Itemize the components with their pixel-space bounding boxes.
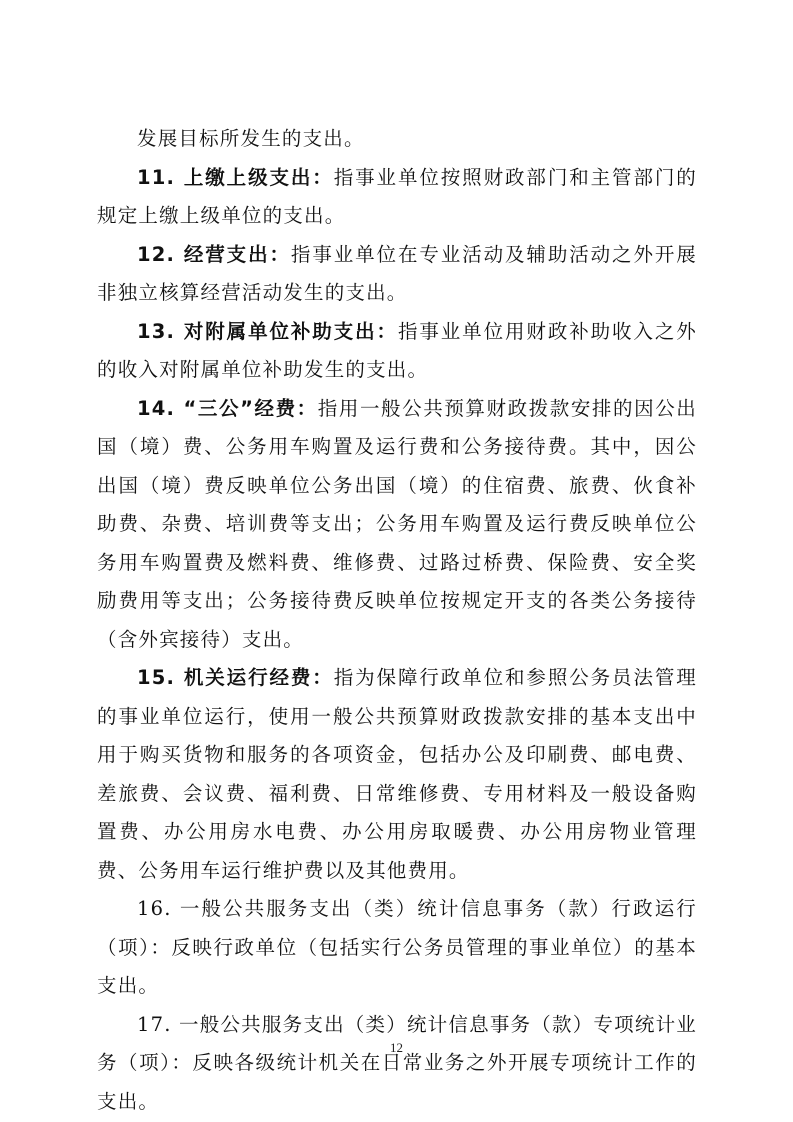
term-heading: 15. 机关运行经费： <box>137 666 334 689</box>
document-body <box>97 120 697 1121</box>
page-number: 12 <box>390 1040 403 1055</box>
paragraph-1 <box>97 120 697 159</box>
paragraph-12-operating-expenses <box>97 236 697 313</box>
paragraph-text: 17. 一般公共服务支出（类）统计信息事务（款）专项统计业务（项）：反映各级统计机关在日常业务之外开展专项统计工作的支出。 <box>97 1012 697 1113</box>
paragraph-text: 发展目标所发生的支出。 <box>137 127 365 150</box>
paragraph-16-administrative-operation <box>97 890 697 1006</box>
term-heading: 13. 对附属单位补助支出： <box>137 319 398 343</box>
paragraph-17-special-statistics <box>97 1006 697 1122</box>
paragraph-text: 指事业单位在专业活动及辅助活动之外开展非独立核算经营活动发生的支出。 <box>97 242 697 304</box>
paragraph-14-three-public-expenses <box>97 390 697 660</box>
paragraph-text: 指事业单位按照财政部门和主管部门的规定上缴上级单位的支出。 <box>97 165 697 227</box>
paragraph-text: 16. 一般公共服务支出（类）统计信息事务（款）行政运行（项）：反映行政单位（包括实行公务员管理的事业单位）的基本支出。 <box>97 897 697 997</box>
paragraph-text: 指为保障行政单位和参照公务员法管理的事业单位运行，使用一般公共预算财政拨款安排的基本支出中用于购买货物和服务的各项资金，包括办公及印刷费、邮电费、差旅费、会议费、福利费、日常维修费、专用材料及一般设备购置费、办公用房水电费、办公用房取暖费、办公用房物业管理费、公务用车运行维护费以及其他费用。 <box>97 666 697 882</box>
term-heading: 11. 上缴上级支出： <box>137 165 334 189</box>
paragraph-text: 指用一般公共预算财政拨款安排的因公出国（境）费、公务用车购置及运行费和公务接待费。其中，因公出国（境）费反映单位公务出国（境）的住宿费、旅费、伙食补助费、杂费、培训费等支出；公务用车购置及运行费反映单位公务用车购置费及燃料费、维修费、过路过桥费、保险费、安全奖励费用等支出；公务接待费反映单位按规定开支的各类公务接待（含外宾接待）支出。 <box>97 396 697 651</box>
paragraph-11-upper-level-payments <box>97 159 697 236</box>
paragraph-text: 指事业单位用财政补助收入之外的收入对附属单位补助发生的支出。 <box>97 319 697 381</box>
term-heading: 14. “三公”经费： <box>137 396 318 420</box>
term-heading: 12. 经营支出： <box>137 242 291 266</box>
paragraph-13-subsidiary-subsidies <box>97 313 697 390</box>
paragraph-15-agency-operating-funds <box>97 659 697 890</box>
